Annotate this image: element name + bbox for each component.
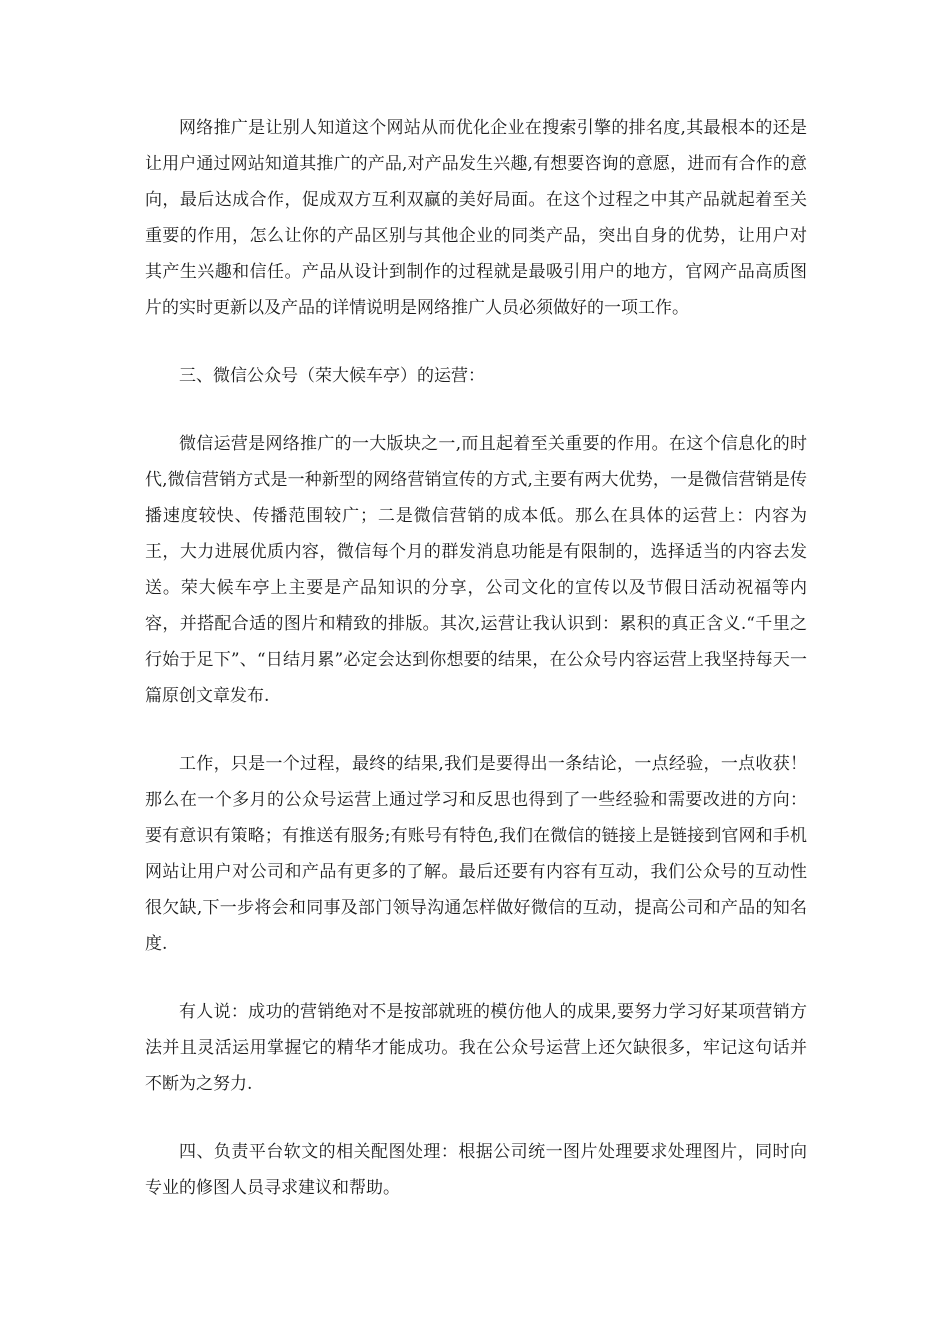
section-heading-image-processing: 四、负责平台软文的相关配图处理：根据公司统一图片处理要求处理图片，同时向专业的修图人员寻求建议和帮助。 bbox=[145, 1142, 807, 1198]
paragraph-work-reflection: 工作，只是一个过程，最终的结果,我们是要得出一条结论，一点经验，一点收获！那么在一个多月的公众号运营上通过学习和反思也得到了一些经验和需要改进的方向：要有意识有策略；有推送有服务;有账号有特色,我们在微信的链接上是链接到官网和手机网站让用户对公司和产品有更多的了解。最后还要有内容有互动，我们公众号的互动性很欠缺,下一步将会和同事及部门领导沟通怎样做好微信的互动，提高公司和产品的知名度. bbox=[145, 754, 807, 954]
paragraph-network-promotion: 网络推广是让别人知道这个网站从而优化企业在搜索引擎的排名度,其最根本的还是让用户通过网站知道其推广的产品,对产品发生兴趣,有想要咨询的意愿，进而有合作的意向，最后达成合作，促成双方互利双赢的美好局面。在这个过程之中其产品就起着至关重要的作用，怎么让你的产品区别与其他企业的同类产品，突出自身的优势，让用户对其产生兴趣和信任。产品从设计到制作的过程就是最吸引用户的地方，官网产品高质图片的实时更新以及产品的详情说明是网络推广人员必须做好的一项工作。 bbox=[145, 118, 807, 318]
paragraph-wechat-operation: 微信运营是网络推广的一大版块之一,而且起着至关重要的作用。在这个信息化的时代,微信营销方式是一种新型的网络营销宣传的方式,主要有两大优势，一是微信营销是传播速度较快、传播范围较广；二是微信营销的成本低。那么在具体的运营上：内容为王，大力进展优质内容，微信每个月的群发消息功能是有限制的，选择适当的内容去发送。荣大候车亭上主要是产品知识的分享，公司文化的宣传以及节假日活动祝福等内容，并搭配合适的图片和精致的排版。其次,运营让我认识到：累积的真正含义.“千里之行始于足下”、“日结月累”必定会达到你想要的结果，在公众号内容运营上我坚持每天一篇原创文章发布. bbox=[145, 434, 807, 706]
section-heading-wechat-operation: 三、微信公众号（荣大候车亭）的运营： bbox=[179, 366, 485, 386]
paragraph-marketing-quote: 有人说：成功的营销绝对不是按部就班的模仿他人的成果,要努力学习好某项营销方法并且灵活运用掌握它的精华才能成功。我在公众号运营上还欠缺很多，牢记这句话并不断为之努力. bbox=[145, 1002, 807, 1094]
document-body bbox=[145, 110, 807, 1238]
